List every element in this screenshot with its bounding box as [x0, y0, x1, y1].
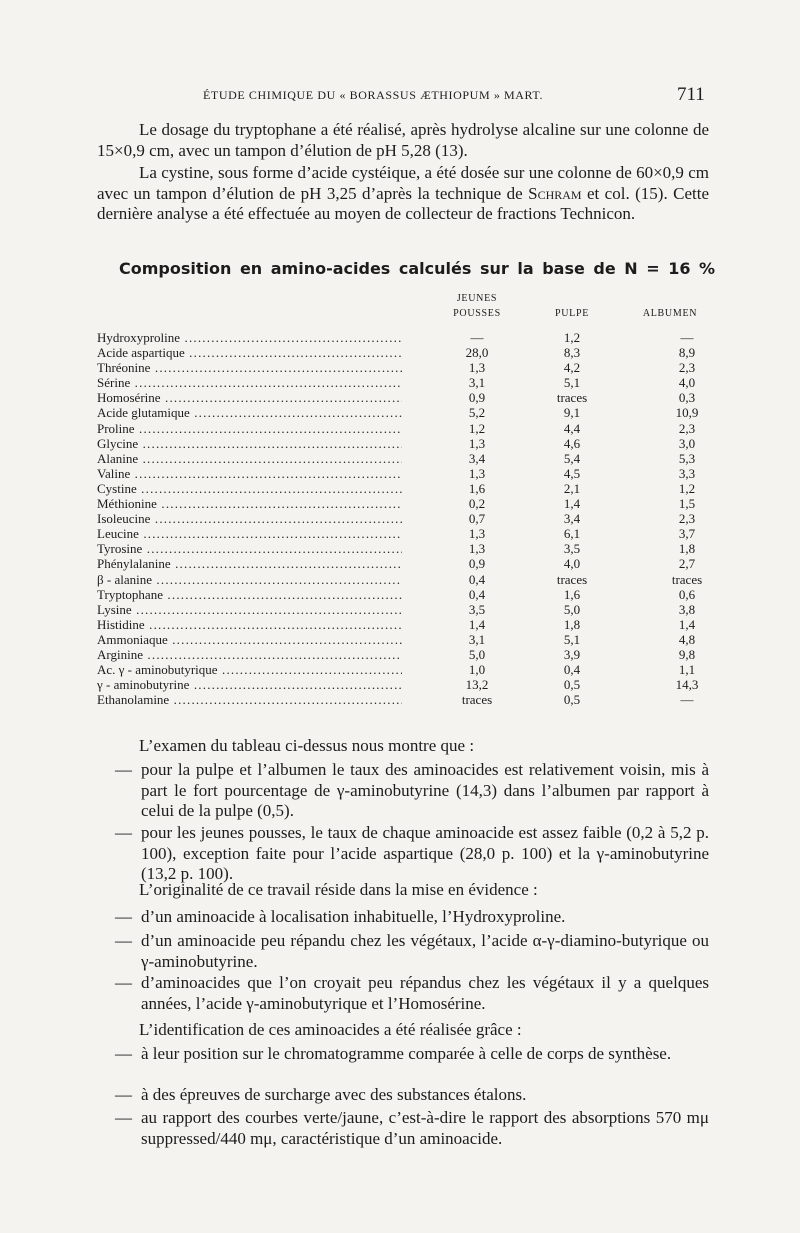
value-jeunes-pousses: — — [470, 330, 484, 345]
list-item — [97, 823, 709, 885]
table-row — [97, 330, 717, 345]
table-row — [97, 647, 717, 662]
value-albumen: 2,3 — [678, 511, 696, 527]
value-pulpe: 1,8 — [563, 616, 581, 632]
table-row — [97, 496, 717, 511]
amino-acid-name: Homosérine ..... — [97, 390, 402, 405]
value-jeunes-pousses: 5,2 — [468, 405, 486, 421]
table-row — [97, 405, 717, 420]
list-item-text: pour les jeunes pousses, le taux de chaque aminoacide est assez faible (0,2 à 5,2 p. 100), exception faite pour l’acide aspartique (28,0 p. 100) et la γ-aminobutyrine (13,2 p. 100). — [141, 823, 709, 883]
value-albumen: 4,8 — [678, 631, 696, 647]
paragraph-tryptophane: Le dosage du tryptophane a été réalisé, après hydrolyse alcaline sur une colonne de 15×0,9 cm, avec un tampon d’élution de pH 5,28 (13). — [97, 120, 709, 160]
author-schram: Schram — [528, 183, 582, 203]
table-row — [97, 466, 717, 481]
value-pulpe: 5,1 — [563, 375, 581, 391]
value-jeunes-pousses: 1,3 — [468, 465, 486, 481]
value-pulpe: 8,3 — [563, 345, 581, 361]
dash-bullet: — — [115, 931, 132, 950]
table-row — [97, 526, 717, 541]
dash-bullet: — — [115, 1108, 132, 1127]
table-row — [97, 345, 717, 360]
table-row — [97, 692, 717, 707]
value-albumen: 2,3 — [678, 420, 696, 436]
list-item-text: d’un aminoacide peu répandu chez les végétaux, l’acide α-γ-diamino-butyrique ou γ-aminobutyrine. — [141, 931, 709, 971]
table-row — [97, 421, 717, 436]
table-row — [97, 617, 717, 632]
col-header-jeunes-line2: POUSSES — [453, 308, 501, 319]
amino-acid-name: Proline ..... — [97, 421, 402, 436]
table-row — [97, 451, 717, 466]
value-albumen: 1,2 — [678, 480, 696, 496]
amino-acid-name: Tyrosine ..... — [97, 541, 402, 556]
value-jeunes-pousses: 0,7 — [468, 511, 486, 527]
amino-acid-name: Histidine ..... — [97, 617, 402, 632]
list-item — [97, 907, 709, 928]
value-albumen: 3,3 — [678, 465, 696, 481]
table-row — [97, 541, 717, 556]
value-albumen: 10,9 — [675, 405, 699, 421]
amino-acid-name: Lysine ..... — [97, 602, 402, 617]
amino-acid-name: Valine ..... — [97, 466, 402, 481]
dash-bullet: — — [115, 1085, 132, 1104]
value-pulpe: 1,2 — [563, 330, 581, 345]
table-title: Composition en amino-acides calculés sur la base de N = 16 % — [119, 259, 716, 278]
col-header-jeunes-pousses — [437, 291, 517, 321]
value-albumen: 4,0 — [678, 375, 696, 391]
list-item — [97, 973, 709, 1014]
value-pulpe: 9,1 — [563, 405, 581, 421]
value-albumen: 8,9 — [678, 345, 696, 361]
value-jeunes-pousses: 3,4 — [468, 450, 486, 466]
amino-acid-table — [97, 330, 717, 707]
value-jeunes-pousses: 0,4 — [468, 586, 486, 602]
amino-acid-name: Tryptophane ..... — [97, 587, 402, 602]
value-albumen: 2,7 — [678, 556, 696, 572]
table-row — [97, 556, 717, 571]
value-albumen: 14,3 — [675, 677, 699, 693]
value-pulpe: traces — [556, 571, 588, 587]
value-albumen: — — [680, 330, 694, 345]
value-jeunes-pousses: 3,1 — [468, 631, 486, 647]
table-row — [97, 677, 717, 692]
dash-bullet: — — [115, 907, 132, 926]
value-pulpe: 4,6 — [563, 435, 581, 451]
value-jeunes-pousses: 1,2 — [468, 420, 486, 436]
list-item-text: à leur position sur le chromatogramme comparée à celle de corps de synthèse. — [141, 1044, 672, 1063]
amino-acid-name: Acide glutamique ..... — [97, 405, 402, 420]
value-albumen: 0,6 — [678, 586, 696, 602]
table-row — [97, 602, 717, 617]
value-jeunes-pousses: 0,2 — [468, 496, 486, 512]
col-header-jeunes-line1: JEUNES — [456, 293, 498, 304]
cystine-text-a: La cystine, sous forme d’acide cystéique, a été dosée sur une colonne de 60×0,9 cm avec un tampon d’élution de pH 3,25 d’après la technique de — [97, 163, 709, 203]
value-albumen: 1,4 — [678, 616, 696, 632]
value-jeunes-pousses: 5,0 — [468, 646, 486, 662]
value-jeunes-pousses: 1,3 — [468, 541, 486, 557]
value-pulpe: 4,5 — [563, 465, 581, 481]
list-item-text: d’aminoacides que l’on croyait peu répandus chez les végétaux il y a quelques années, l’acide γ-aminobutyrique et l’Homosérine. — [141, 973, 709, 1013]
amino-acid-name: Ammoniaque ..... — [97, 632, 402, 647]
table-row — [97, 587, 717, 602]
value-jeunes-pousses: 0,9 — [468, 390, 486, 406]
dash-bullet: — — [115, 760, 132, 779]
cystine-text-b: et col. (15). Cette dernière analyse a été effectuée au moyen de collecteur de fractions Technicon. — [97, 183, 709, 223]
list-item-text: au rapport des courbes verte/jaune, c’est-à-dire le rapport des absorptions 570 mμ suppressed/440 mμ, caractéristique d’un aminoacide. — [141, 1108, 709, 1148]
value-albumen: 2,3 — [678, 360, 696, 376]
list-item-text: d’un aminoacide à localisation inhabituelle, l’Hydroxyproline. — [141, 907, 566, 926]
value-jeunes-pousses: 1,3 — [468, 435, 486, 451]
running-title: ÉTUDE CHIMIQUE DU « BORASSUS ÆTHIOPUM » MART. — [203, 88, 544, 102]
amino-acid-name: Acide aspartique ..... — [97, 345, 402, 360]
paragraph-cystine — [97, 163, 709, 225]
value-pulpe: 3,9 — [563, 646, 581, 662]
list-item — [97, 1085, 709, 1106]
list-item — [97, 1108, 709, 1149]
value-albumen: traces — [671, 571, 703, 587]
amino-acid-name: Ethanolamine ..... — [97, 692, 402, 707]
value-albumen: 1,5 — [678, 496, 696, 512]
amino-acid-name: Hydroxyproline ..... — [97, 330, 402, 345]
value-pulpe: 5,0 — [563, 601, 581, 617]
table-row — [97, 390, 717, 405]
col-header-albumen: ALBUMEN — [642, 308, 698, 319]
list-item — [97, 760, 709, 822]
value-jeunes-pousses: 0,4 — [468, 571, 486, 587]
page-number: 711 — [677, 84, 705, 105]
value-pulpe: 0,5 — [563, 692, 581, 708]
paragraph-identification: L’identification de ces aminoacides a été réalisée grâce : — [139, 1020, 522, 1039]
value-albumen: 9,8 — [678, 646, 696, 662]
table-row — [97, 632, 717, 647]
value-jeunes-pousses: 0,9 — [468, 556, 486, 572]
table-row — [97, 511, 717, 526]
amino-acid-name: γ - aminobutyrine ..... — [97, 677, 402, 692]
list-item — [97, 1044, 709, 1065]
value-pulpe: 0,5 — [563, 677, 581, 693]
table-row — [97, 572, 717, 587]
table-row — [97, 360, 717, 375]
value-albumen: 3,7 — [678, 526, 696, 542]
dash-bullet: — — [115, 973, 132, 992]
table-row — [97, 481, 717, 496]
value-jeunes-pousses: traces — [461, 692, 493, 708]
value-albumen: 3,8 — [678, 601, 696, 617]
amino-acid-name: Alanine ..... — [97, 451, 402, 466]
value-pulpe: 1,6 — [563, 586, 581, 602]
value-pulpe: 4,0 — [563, 556, 581, 572]
value-jeunes-pousses: 3,5 — [468, 601, 486, 617]
value-albumen: 0,3 — [678, 390, 696, 406]
value-pulpe: 1,4 — [563, 496, 581, 512]
value-pulpe: 4,2 — [563, 360, 581, 376]
table-row — [97, 436, 717, 451]
value-albumen: 1,8 — [678, 541, 696, 557]
value-pulpe: 3,4 — [563, 511, 581, 527]
amino-acid-name: Ac. γ - aminobutyrique ..... — [97, 662, 402, 677]
value-jeunes-pousses: 1,0 — [468, 662, 486, 678]
value-jeunes-pousses: 13,2 — [465, 677, 489, 693]
amino-acid-name: Arginine ..... — [97, 647, 402, 662]
value-jeunes-pousses: 28,0 — [465, 345, 489, 361]
paragraph-examen: L’examen du tableau ci-dessus nous montre que : — [139, 736, 475, 755]
value-pulpe: 6,1 — [563, 526, 581, 542]
amino-acid-name: Cystine ..... — [97, 481, 402, 496]
value-albumen: 1,1 — [678, 662, 696, 678]
amino-acid-name: Méthionine ..... — [97, 496, 402, 511]
amino-acid-name: Thréonine ..... — [97, 360, 402, 375]
amino-acid-name: Isoleucine ..... — [97, 511, 402, 526]
value-pulpe: 2,1 — [563, 480, 581, 496]
dash-bullet: — — [115, 1044, 132, 1063]
value-jeunes-pousses: 1,6 — [468, 480, 486, 496]
value-pulpe: 0,4 — [563, 662, 581, 678]
paragraph-originalite: L’originalité de ce travail réside dans la mise en évidence : — [139, 880, 538, 899]
value-pulpe: traces — [556, 390, 588, 406]
value-pulpe: 3,5 — [563, 541, 581, 557]
amino-acid-name: Sérine ..... — [97, 375, 402, 390]
amino-acid-name: β - alanine ..... — [97, 572, 402, 587]
value-pulpe: 5,1 — [563, 631, 581, 647]
table-row — [97, 662, 717, 677]
running-header — [0, 84, 800, 108]
value-albumen: 5,3 — [678, 450, 696, 466]
col-header-pulpe: PULPE — [554, 308, 590, 319]
value-jeunes-pousses: 3,1 — [468, 375, 486, 391]
value-jeunes-pousses: 1,4 — [468, 616, 486, 632]
value-albumen: 3,0 — [678, 435, 696, 451]
value-pulpe: 5,4 — [563, 450, 581, 466]
amino-acid-name: Phénylalanine ..... — [97, 556, 402, 571]
value-jeunes-pousses: 1,3 — [468, 360, 486, 376]
amino-acid-name: Leucine ..... — [97, 526, 402, 541]
dash-bullet: — — [115, 823, 132, 842]
list-item-text: pour la pulpe et l’albumen le taux des aminoacides est relativement voisin, mis à part le fort pourcentage de γ-aminobutyrine (14,3) dans l’albumen par rapport à celui de la pulpe (0,5). — [141, 760, 709, 820]
list-item — [97, 931, 709, 972]
table-row — [97, 375, 717, 390]
value-albumen: — — [680, 692, 694, 708]
list-item-text: à des épreuves de surcharge avec des substances étalons. — [141, 1085, 527, 1104]
value-jeunes-pousses: 1,3 — [468, 526, 486, 542]
value-pulpe: 4,4 — [563, 420, 581, 436]
amino-acid-name: Glycine ..... — [97, 436, 402, 451]
